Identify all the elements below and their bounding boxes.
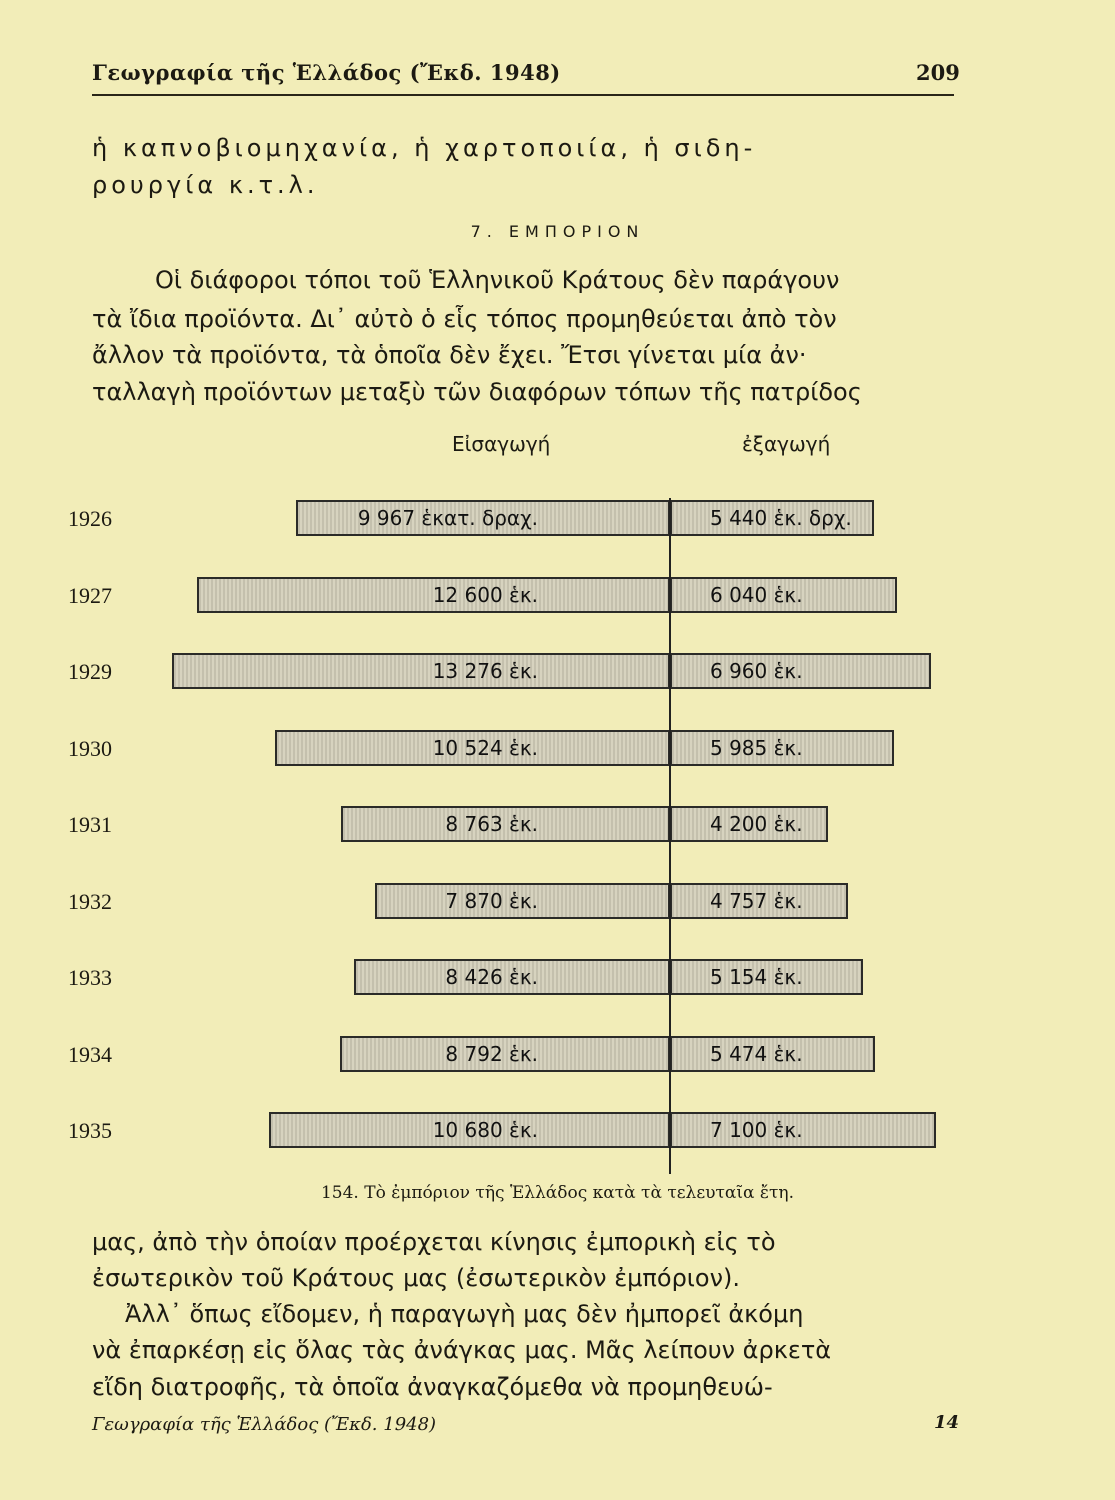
export-value-label: 4 757 ἑκ. <box>710 889 803 913</box>
import-bar <box>340 1036 670 1072</box>
figure-number: 154. <box>320 1183 359 1203</box>
import-value-label: 7 870 ἑκ. <box>445 889 538 913</box>
import-value-label: 8 792 ἑκ. <box>445 1042 538 1066</box>
header-rule <box>92 94 954 96</box>
export-bar <box>670 1036 875 1072</box>
year-label: 1932 <box>68 889 112 914</box>
text-line: ἄλλον τὰ προϊόντα, τὰ ὁποῖα δὲν ἔχει. Ἔτσι γίνεται μία ἀν· <box>92 341 807 369</box>
import-value-label: 10 680 ἑκ. <box>432 1118 538 1142</box>
signature-mark: 14 <box>934 1412 960 1433</box>
import-value-label: 8 426 ἑκ. <box>445 965 538 989</box>
text-line: ἡ καπνοβιομηχανία, ἡ χαρτοποιία, ἡ σιδη- <box>92 134 757 162</box>
import-value-label: 9 967 ἑκατ. δραχ. <box>357 506 538 530</box>
figure-caption <box>0 1183 1115 1203</box>
import-value-label: 13 276 ἑκ. <box>432 659 538 683</box>
year-label: 1926 <box>68 506 112 531</box>
chart-center-axis <box>669 498 671 1174</box>
export-value-label: 7 100 ἑκ. <box>710 1118 803 1142</box>
import-bar <box>341 806 670 842</box>
running-header-title: Γεωγραφία τῆς Ἑλλάδος (Ἔκδ. 1948) <box>92 60 561 85</box>
year-label: 1935 <box>68 1118 112 1143</box>
export-value-label: 4 200 ἑκ. <box>710 812 803 836</box>
year-label: 1927 <box>68 583 112 608</box>
import-bar <box>269 1112 670 1148</box>
import-bar <box>375 883 670 919</box>
export-bar <box>670 730 894 766</box>
export-bar <box>670 883 848 919</box>
text-line: μας, ἀπὸ τὴν ὁποίαν προέρχεται κίνησις ἐμπορικὴ εἰς τὸ <box>92 1228 776 1256</box>
text-line: ἐσωτερικὸν τοῦ Κράτους μας (ἐσωτερικὸν ἐμπόριον). <box>92 1264 740 1292</box>
text-line: ταλλαγὴ προϊόντων μεταξὺ τῶν διαφόρων τόπων τῆς πατρίδος <box>92 378 862 406</box>
text-line: εἴδη διατροφῆς, τὰ ὁποῖα ἀναγκαζόμεθα νὰ προμηθευώ- <box>92 1373 773 1401</box>
import-bar <box>354 959 670 995</box>
export-bar <box>670 500 874 536</box>
export-value-label: 6 040 ἑκ. <box>710 583 803 607</box>
import-bar <box>172 653 670 689</box>
page-number: 209 <box>916 60 960 85</box>
export-bar <box>670 959 863 995</box>
text-line: Ἀλλ᾽ ὅπως εἴδομεν, ἡ παραγωγὴ μας δὲν ἠμπορεῖ ἀκόμη <box>125 1300 804 1328</box>
import-bar <box>296 500 670 536</box>
import-bar <box>197 577 670 613</box>
text-line: τὰ ἴδια προϊόντα. Δι᾽ αὐτὸ ὁ εἷς τόπος προμηθεύεται ἀπὸ τὸν <box>92 305 837 333</box>
export-bar <box>670 577 897 613</box>
export-value-label: 6 960 ἑκ. <box>710 659 803 683</box>
import-value-label: 8 763 ἑκ. <box>445 812 538 836</box>
text-line: νὰ ἐπαρκέσῃ εἰς ὅλας τὰς ἀνάγκας μας. Μᾶς λείπουν ἀρκετὰ <box>92 1336 832 1364</box>
export-bar <box>670 806 828 842</box>
year-label: 1934 <box>68 1042 112 1067</box>
export-value-label: 5 440 ἑκ. δρχ. <box>710 506 852 530</box>
import-value-label: 12 600 ἑκ. <box>432 583 538 607</box>
year-label: 1929 <box>68 659 112 684</box>
text-line: ρουργία κ.τ.λ. <box>92 171 319 199</box>
section-heading: 7. ΕΜΠΟΡΙΟΝ <box>470 222 645 241</box>
figure-caption-text: Τὸ ἐμπόριον τῆς Ἑλλάδος κατὰ τὰ τελευταῖα ἔτη. <box>364 1183 795 1203</box>
exports-column-heading: ἐξαγωγή <box>742 432 831 456</box>
export-bar <box>670 653 931 689</box>
export-value-label: 5 985 ἑκ. <box>710 736 803 760</box>
text-line: Οἱ διάφοροι τόποι τοῦ Ἑλληνικοῦ Κράτους δὲν παράγουν <box>155 266 840 294</box>
imports-column-heading: Εἰσαγωγή <box>452 432 551 456</box>
year-label: 1930 <box>68 736 112 761</box>
import-bar <box>275 730 670 766</box>
import-value-label: 10 524 ἑκ. <box>432 736 538 760</box>
year-label: 1933 <box>68 965 112 990</box>
footer-title: Γεωγραφία τῆς Ἑλλάδος (Ἔκδ. 1948) <box>92 1414 437 1435</box>
export-bar <box>670 1112 936 1148</box>
export-value-label: 5 474 ἑκ. <box>710 1042 803 1066</box>
export-value-label: 5 154 ἑκ. <box>710 965 803 989</box>
year-label: 1931 <box>68 812 112 837</box>
